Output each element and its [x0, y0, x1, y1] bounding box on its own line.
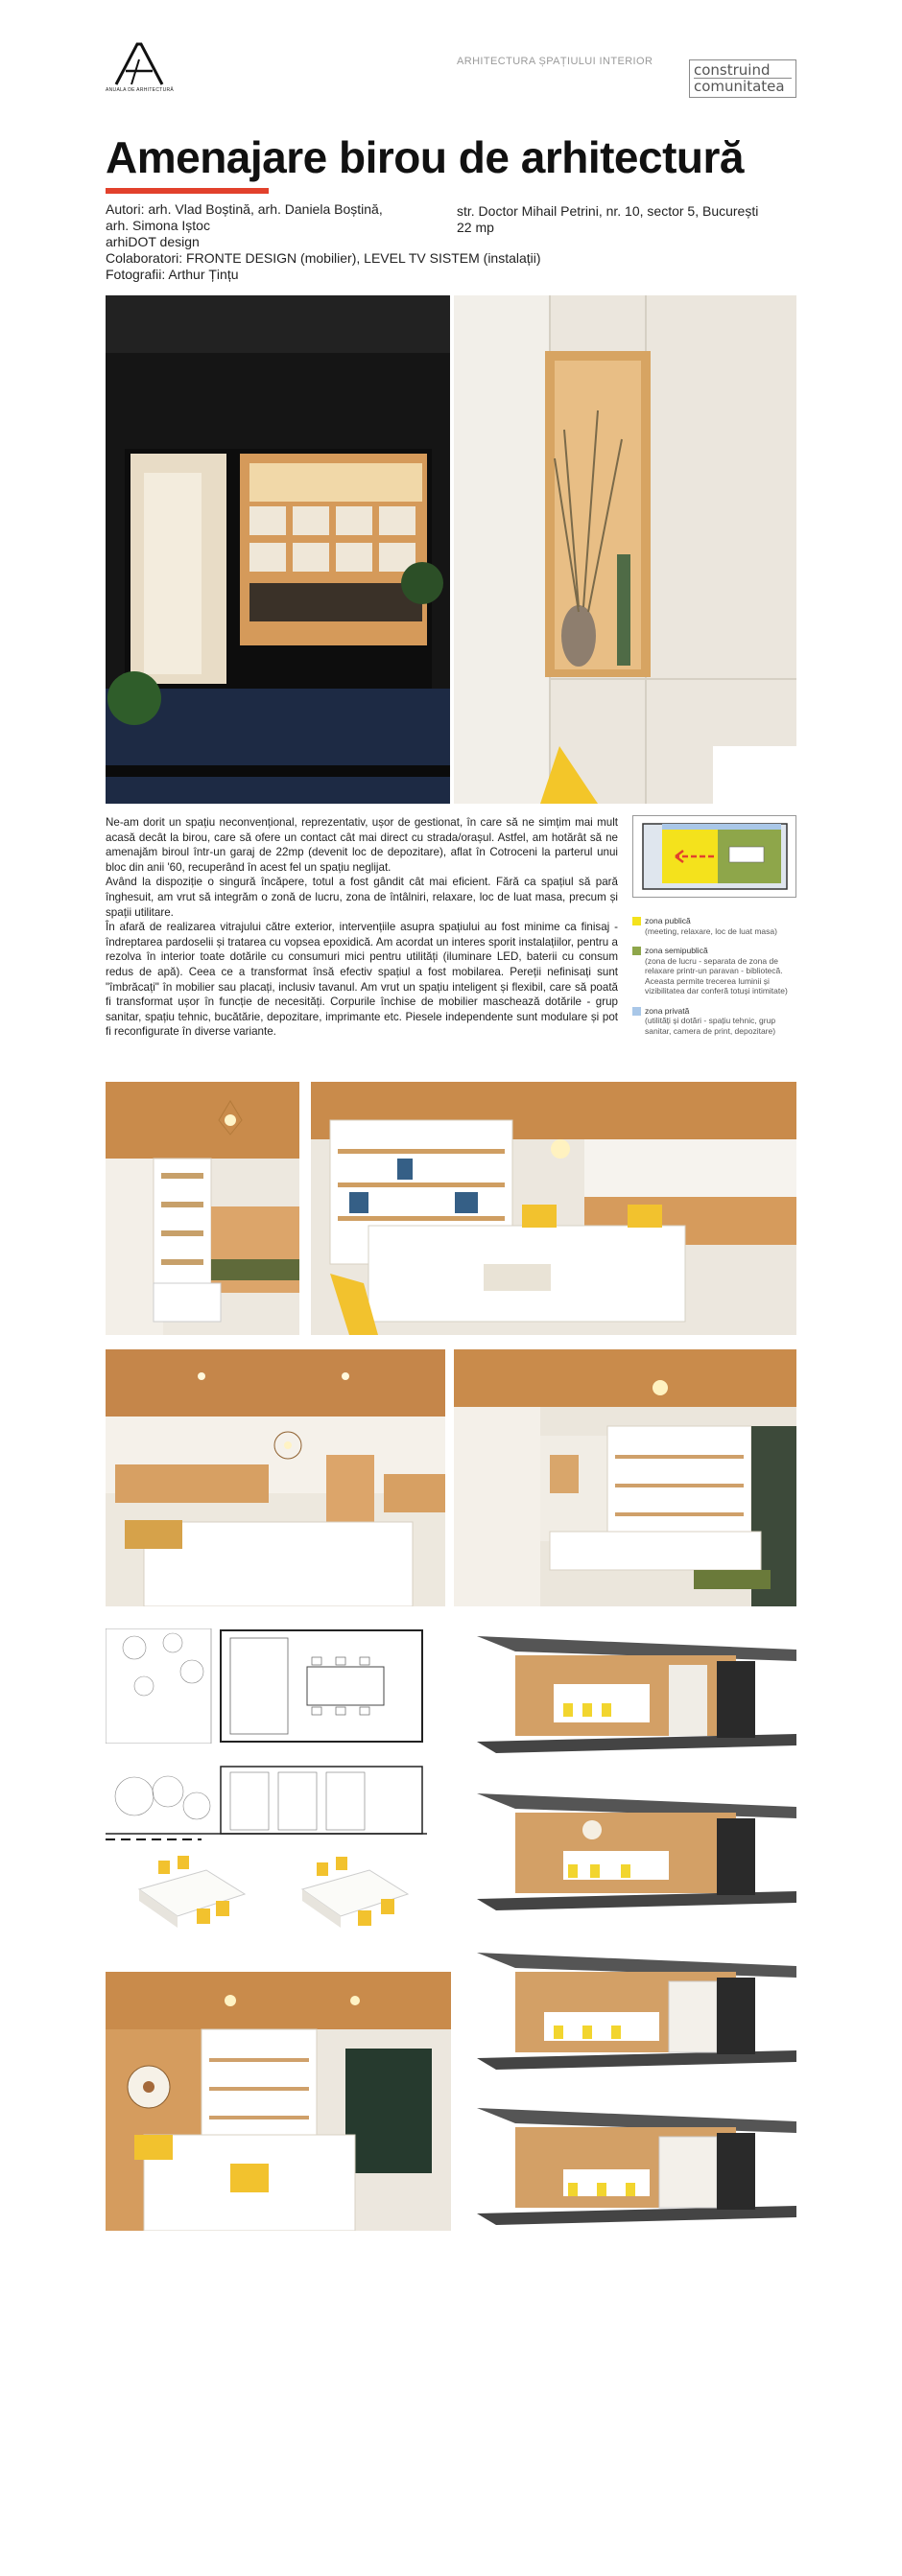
- section-tag: ARHITECTURA ȘPAȚIULUI INTERIOR: [457, 56, 653, 67]
- photo-relax-corner: [106, 1082, 299, 1335]
- legend-item-semipublic: [632, 946, 796, 996]
- zoning-plan-drawing: [633, 816, 795, 897]
- zoning-plan: [632, 815, 796, 898]
- legend-desc: (utilități și dotări - spațiu tehnic, grup sanitar, camera de print, depozitare): [645, 1016, 776, 1036]
- area: 22 mp: [457, 220, 494, 235]
- firm-name: arhiDOT design: [106, 234, 200, 249]
- article-body: [106, 815, 618, 1040]
- address: str. Doctor Mihail Petrini, nr. 10, sector 5, București: [457, 203, 759, 219]
- furniture-config-b: [293, 1851, 417, 1956]
- paragraph: În afară de realizarea vitrajului către exterior, intervențiile asupra spațiului au fost minime ca finisaj - îndreptarea pardoselii și tratarea cu vopsea epoxidică. Am acordat un interes sporit instalațiilor, pentru a rezolva în interior toate dotările cu consumuri mici pentru utilități (iluminare LED, baterii cu consum redus de apă). Ceea ce a transformat însă efectiv spațiul a fost mobilarea. Pereții nefinisați sunt "îmbrăcați" în mobilier sau placați, inclusiv tavanul. Am vrut un spațiu inteligent și flexibil, care să poată fi transformat ușor în funcție de necesități. Corpurile închise de mobilier maschează dotările - grup sanitar, spațiu tehnic, bucătărie, depozitare, imprimante etc. Piesele independente sunt modulare și pot fi reconfigurate în diverse variante.: [106, 921, 618, 1039]
- photo-wall-niche: [454, 295, 796, 804]
- section-drawing: [106, 1763, 427, 1843]
- axonometric-view-1: [477, 1627, 796, 1757]
- logo-caption: ANUALA DE ARHITECTURĂ: [106, 87, 175, 93]
- photo-office-entrance: [106, 1972, 451, 2231]
- axonometric-view-2: [477, 1784, 796, 1914]
- article-title: Amenajare birou de arhitectură: [106, 132, 744, 182]
- publication-logo: [106, 42, 173, 102]
- paragraph: Având la dispoziție o singură încăpere, totul a fost gândit cât mai eficient. Fără ca spațiul să pară înghesuit, am vrut să integrăm o zonă de lucru, zona de întâlniri, relaxare, loc de luat masa, precum și spații utilitare.: [106, 876, 618, 919]
- furniture-config-a: [130, 1851, 254, 1956]
- legend-item-public: [632, 916, 796, 936]
- legend-swatch: [632, 917, 641, 925]
- photo-meeting-area: [311, 1082, 796, 1335]
- axonometric-view-4: [477, 2098, 796, 2229]
- zoning-legend: [632, 916, 796, 1045]
- collaborators: Colaboratori: FRONTE DESIGN (mobilier), LEVEL TV SISTEM (instalații): [106, 250, 541, 266]
- brand-mark: [689, 59, 796, 98]
- brand-line-2: comunitatea: [694, 78, 785, 95]
- logo-a-mark-icon: [112, 42, 166, 86]
- legend-swatch: [632, 1007, 641, 1016]
- legend-item-private: [632, 1006, 796, 1037]
- authors-line: Autori: arh. Vlad Boștină, arh. Daniela Boștină,: [106, 201, 383, 217]
- photo-office-overview: [106, 1349, 445, 1606]
- floor-plan-drawing: [106, 1628, 427, 1744]
- legend-desc: (meeting, relaxare, loc de luat masa): [645, 925, 777, 936]
- legend-desc: (zona de lucru - separata de zona de relaxare printr-un paravan - bibliotecă. Aceasta permite trecerea luminii și vizibilitatea dar conferă totuși intimitate): [645, 955, 788, 995]
- photo-credit: Fotografii: Arthur Țințu: [106, 267, 239, 282]
- legend-swatch: [632, 947, 641, 955]
- title-underline: [106, 188, 269, 194]
- paragraph: Ne-am dorit un spațiu neconvențional, reprezentativ, ușor de gestionat, în care să ne simțim mai mult acasă decât la birou, care să ofere un contact cât mai direct cu strada/orașul. Astfel, am hotărât să ne amenajăm biroul într-un garaj de 22mp (devenit loc de depozitare), aflat în Cotroceni la parterul unui bloc din anii '60, recuperând în acest fel un spațiu neglijat.: [106, 816, 618, 874]
- address-block: [457, 203, 802, 236]
- legend-title: zona privată: [645, 1005, 690, 1016]
- axonometric-view-3: [477, 1943, 796, 2073]
- legend-title: zona semipublică: [645, 946, 708, 955]
- brand-line-1: construind: [694, 62, 792, 79]
- authors-line-2: arh. Simona Iștoc: [106, 218, 210, 233]
- photo-office-workspace: [454, 1349, 796, 1606]
- photo-facade-night: [106, 295, 450, 804]
- legend-title: zona publică: [645, 916, 691, 925]
